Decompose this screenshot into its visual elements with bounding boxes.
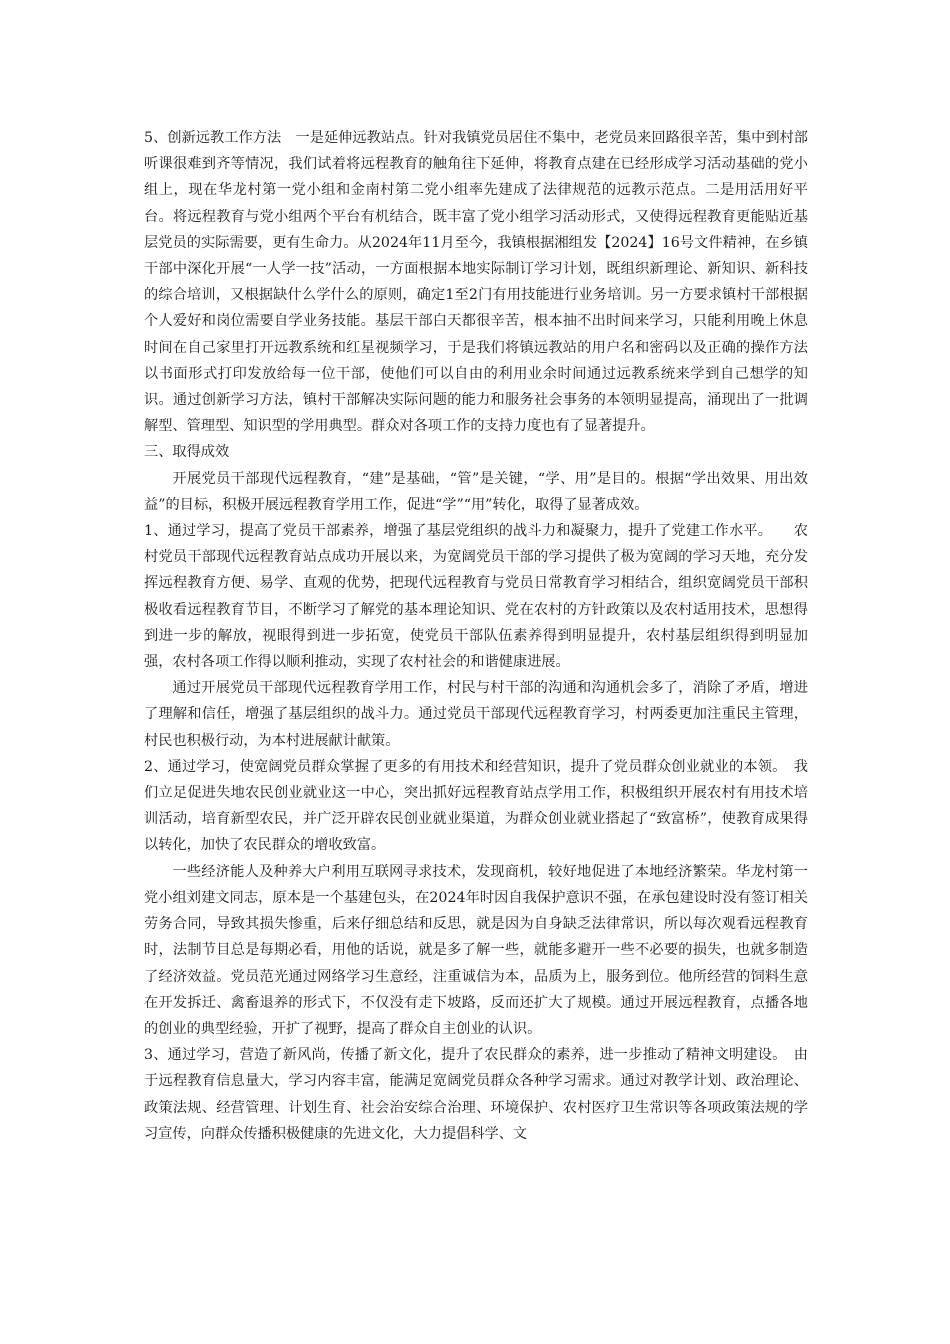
para-results-intro: 开展党员干部现代远程教育，“建”是基础，“管”是关键，“学、用”是目的。根据“学出效果、用出效益”的目标，积极开展远程教育学用工作，促进“学”“用”转化，取得了显著成效。 xyxy=(144,470,808,513)
para-result-1-detail: 通过开展党员干部现代远程教育学用工作，村民与村干部的沟通和沟通机会多了，消除了矛盾，增进了理解和信任，增强了基层组织的战斗力。通过党员干部现代远程教育学习，村两委更加注重民主管理，村民也积极行动，为本村进展献计献策。 xyxy=(144,680,808,749)
document-body xyxy=(144,125,808,1147)
para-result-3: 3、通过学习，营造了新风尚，传播了新文化，提升了农民群众的素养，进一步推动了精神文明建设。 由于远程教育信息量大，学习内容丰富，能满足宽阔党员群众各种学习需求。通过对教学计划、政治理论、政策法规、经营管理、计划生育、社会治安综合治理、环境保护、农村医疗卫生常识等各项政策法规的学习宣传，向群众传播积极健康的先进文化，大力提倡科学、文 xyxy=(144,1047,808,1142)
para-result-2: 2、通过学习，使宽阔党员群众掌握了更多的有用技术和经营知识，提升了党员群众创业就业的本领。 我们立足促进失地农民创业就业这一中心，突出抓好远程教育站点学用工作，积极组织开展农村有用技术培训活动，培育新型农民，并广泛开辟农民创业就业渠道，为群众创业就业搭起了“致富桥”，使教育成果得以转化，加快了农民群众的增收致富。 xyxy=(144,758,808,854)
section-heading-results: 三、取得成效 xyxy=(144,444,230,461)
para-result-1: 1、通过学习，提高了党员干部素养，增强了基层党组织的战斗力和凝聚力，提升了党建工作水平。 农村党员干部现代远程教育站点成功开展以来，为宽阔党员干部的学习提供了极为宽阔的学习天地，充分发挥远程教育方便、易学、直观的优势，把现代远程教育与党员日常教育学习相结合，组织宽阔党员干部积极收看远程教育节目，不断学习了解党的基本理论知识、党在农村的方针政策以及农村适用技术，思想得到进一步的解放，视眼得到进一步拓宽，使党员干部队伍素养得到明显提升，农村基层组织得到明显加强，农村各项工作得以顺利推动，实现了农村社会的和谐健康进展。 xyxy=(144,523,808,671)
para-method-5: 5、创新远教工作方法 一是延伸远教站点。针对我镇党员居住不集中，老党员来回路很辛苦，集中到村部听课很难到齐等情况，我们试着将远程教育的触角往下延伸，将教育点建在已经形成学习活动基础的党小组上，现在华龙村第一党小组和金南村第二党小组率先建成了法律规范的远教示范点。二是用活用好平台。将远程教育与党小组两个平台有机结合，既丰富了党小组学习活动形式，又使得远程教育更能贴近基层党员的实际需要，更有生命力。从2024年11月至今，我镇根据湘组发【2024】16号文件精神，在乡镇干部中深化开展“一人学一技”活动，一方面根据本地实际制订学习计划，既组织新理论、新知识、新科技的综合培训，又根据缺什么学什么的原则，确定1至2门有用技能进行业务培训。另一方要求镇村干部根据个人爱好和岗位需要自学业务技能。基层干部白天都很辛苦，根本抽不出时间来学习，只能利用晚上休息时间在自己家里打开远教系统和红星视频学习，于是我们将镇远教站的用户名和密码以及正确的操作方法以书面形式打印发放给每一位干部，使他们可以自由的利用业余时间通过远教系统来学到自己想学的知识。通过创新学习方法，镇村干部解决实际问题的能力和服务社会事务的本领明显提高，涌现出了一批调解型、管理型、知识型的学用典型。群众对各项工作的支持力度也有了显著提升。 xyxy=(144,130,808,435)
para-result-2-detail: 一些经济能人及种养大户利用互联网寻求技术，发现商机，较好地促进了本地经济繁荣。华龙村第一党小组刘建文同志，原本是一个基建包头，在2024年时因自我保护意识不强，在承包建设时没有签订相关劳务合同，导致其损失惨重，后来仔细总结和反思，就是因为自身缺乏法律常识，所以每次观看远程教育时，法制节目总是每期必看，用他的话说，就是多了解一些，就能多避开一些不必要的损失，也就多制造了经济效益。党员范光通过网络学习生意经，注重诚信为本，品质为上，服务到位。他所经营的饲料生意在开发拆迁、禽畜退养的形式下，不仅没有走下坡路，反而还扩大了规模。通过开展远程教育，点播各地的创业的典型经验，开扩了视野，提高了群众自主创业的认识。 xyxy=(144,863,808,1037)
